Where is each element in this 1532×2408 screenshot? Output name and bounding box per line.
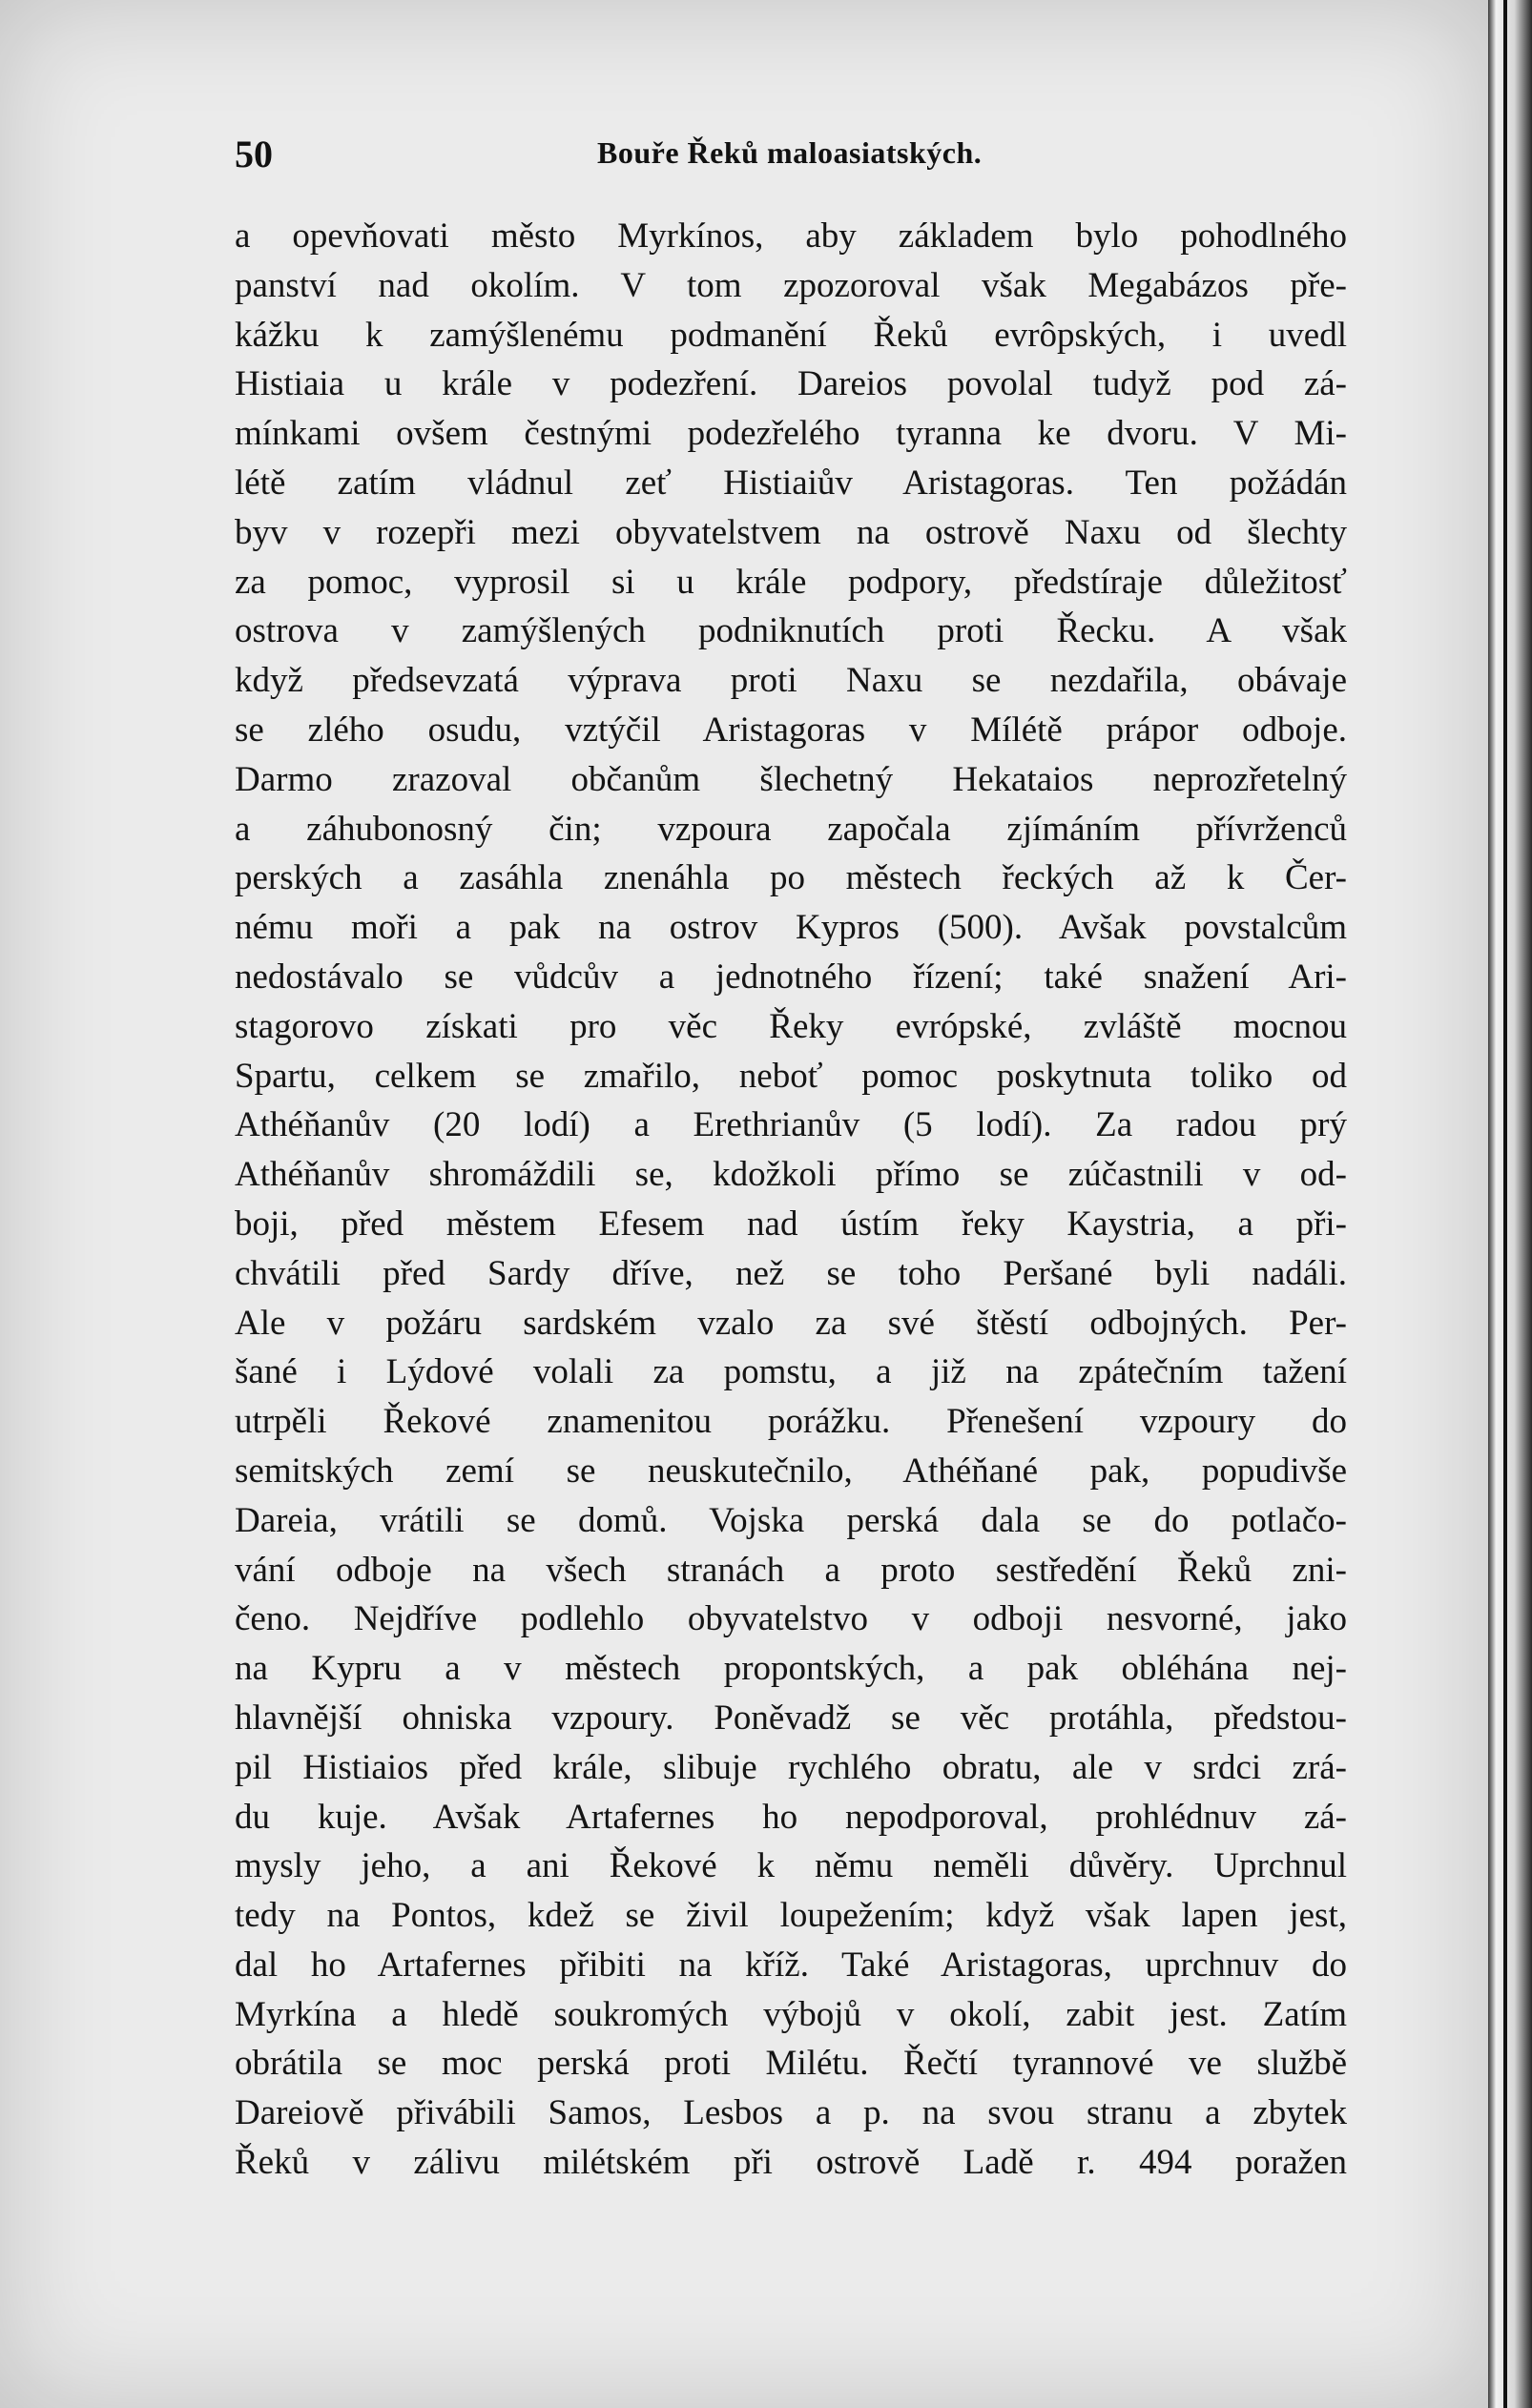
scan-edge-line <box>1503 0 1507 2408</box>
text-line: chvátili před Sardy dříve, než se toho Peršané byli nadáli. <box>235 1253 1347 1293</box>
text-line: šané i Lýdové volali za pomstu, a již na zpátečním tažení <box>235 1352 1347 1392</box>
text-line: kážku k zamýšlenému podmanění Řeků evrôpských, i uvedl <box>235 315 1347 355</box>
text-line: hlavnější ohniska vzpoury. Poněvadž se věc protáhla, předstou- <box>235 1698 1347 1738</box>
text-line: pil Histiaios před krále, slibuje rychlého obratu, ale v srdci zrá- <box>235 1747 1347 1787</box>
text-line: boji, před městem Efesem nad ústím řeky Kaystria, a při- <box>235 1204 1347 1244</box>
text-line: dal ho Artafernes přibiti na kříž. Také Aristagoras, uprchnuv do <box>235 1945 1347 1985</box>
text-line: Darmo zrazoval občanům šlechetný Hekataios neprozřetelný <box>235 759 1347 799</box>
text-line: perských a zasáhla znenáhla po městech řeckých až k Čer- <box>235 858 1347 898</box>
text-line: panství nad okolím. V tom zpozoroval však Megabázos pře- <box>235 265 1347 305</box>
text-line: když předsevzatá výprava proti Naxu se nezdařila, obávaje <box>235 661 1347 701</box>
text-line: ostrova v zamýšlených podniknutích proti Řecku. A však <box>235 611 1347 651</box>
text-line: Řeků v zálivu milétském při ostrově Ladě r. 494 poražen <box>235 2143 1347 2183</box>
text-line: Ale v požáru sardském vzalo za své štěstí odbojných. Per- <box>235 1303 1347 1343</box>
text-line: Spartu, celkem se zmařilo, neboť pomoc poskytnuta toliko od <box>235 1056 1347 1096</box>
page-number: 50 <box>235 133 273 175</box>
text-line: a záhubonosný čin; vzpoura započala zjímáním přívrženců <box>235 809 1347 849</box>
text-line: Histiaia u krále v podezření. Dareios povolal tudyž pod zá- <box>235 364 1347 404</box>
text-line: létě zatím vládnul zeť Histiaiův Aristagoras. Ten požádán <box>235 463 1347 503</box>
body-text <box>235 212 1347 2188</box>
text-line: a opevňovati město Myrkínos, aby základem bylo pohodlného <box>235 216 1347 256</box>
text-line: čeno. Nejdříve podlehlo obyvatelstvo v odboji nesvorné, jako <box>235 1599 1347 1639</box>
text-line: Athéňanův shromáždili se, kdožkoli přímo se zúčastnili v od- <box>235 1155 1347 1195</box>
text-line: obrátila se moc perská proti Milétu. Řečtí tyrannové ve službě <box>235 2044 1347 2084</box>
text-line: Athéňanův (20 lodí) a Erethrianův (5 lodí). Za radou prý <box>235 1105 1347 1145</box>
text-line: se zlého osudu, vztýčil Aristagoras v Mílétě prápor odboje. <box>235 710 1347 750</box>
scan-edge <box>1488 0 1532 2408</box>
text-line: stagorovo získati pro věc Řeky evrópské, zvláště mocnou <box>235 1006 1347 1046</box>
text-line: mysly jeho, a ani Řekové k němu neměli důvěry. Uprchnul <box>235 1846 1347 1886</box>
page-header <box>235 132 1360 179</box>
text-line: mínkami ovšem čestnými podezřelého tyranna ke dvoru. V Mi- <box>235 414 1347 454</box>
text-line: nedostávalo se vůdcův a jednotného řízení; také snažení Ari- <box>235 957 1347 997</box>
text-line: vání odboje na všech stranách a proto sestředění Řeků zni- <box>235 1550 1347 1590</box>
text-line: semitských zemí se neuskutečnilo, Athéňané pak, popudivše <box>235 1451 1347 1491</box>
text-line: za pomoc, vyprosil si u krále podpory, předstíraje důležitosť <box>235 562 1347 602</box>
text-line: byv v rozepři mezi obyvatelstvem na ostrově Naxu od šlechty <box>235 512 1347 552</box>
running-title: Bouře Řeků maloasiatských. <box>597 135 983 170</box>
text-line: du kuje. Avšak Artafernes ho nepodporoval, prohlédnuv zá- <box>235 1797 1347 1837</box>
text-line: tedy na Pontos, kdež se živil loupežením; když však lapen jest, <box>235 1896 1347 1936</box>
text-line: Dareia, vrátili se domů. Vojska perská dala se do potlačo- <box>235 1500 1347 1540</box>
text-line: nému moři a pak na ostrov Kypros (500). Avšak povstalcům <box>235 908 1347 948</box>
text-line: utrpěli Řekové znamenitou porážku. Přenešení vzpoury do <box>235 1402 1347 1442</box>
text-line: na Kypru a v městech propontských, a pak obléhána nej- <box>235 1649 1347 1689</box>
text-line: Dareiově přivábili Samos, Lesbos a p. na svou stranu a zbytek <box>235 2093 1347 2133</box>
text-line: Myrkína a hledě soukromých výbojů v okolí, zabit jest. Zatím <box>235 1994 1347 2034</box>
